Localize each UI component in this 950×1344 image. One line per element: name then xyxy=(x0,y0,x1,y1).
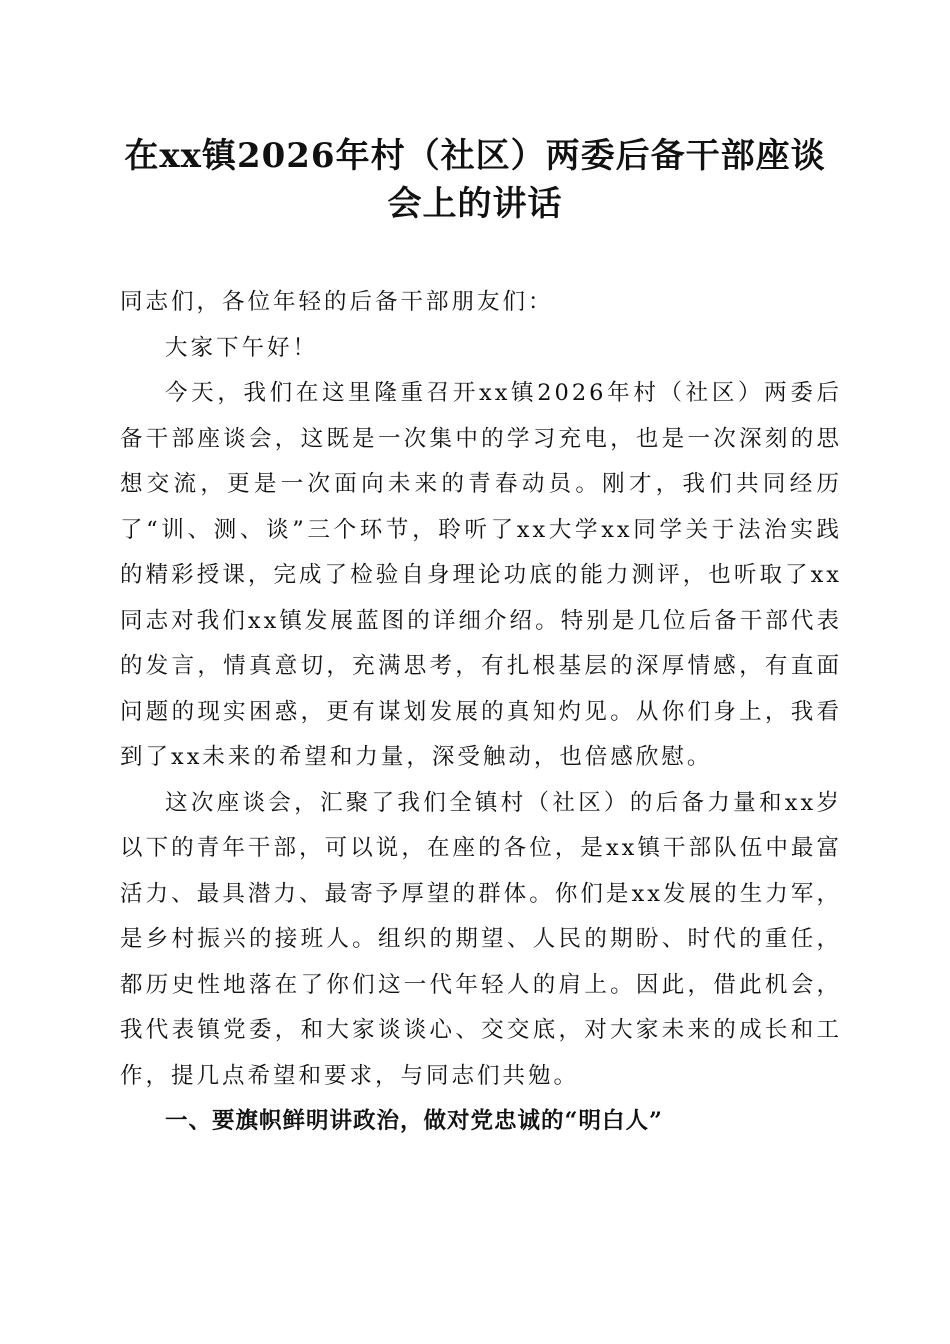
paragraph-1: 今天，我们在这里隆重召开xx镇2026年村（社区）两委后备干部座谈会，这既是一次集中的学习充电，也是一次深刻的思想交流，更是一次面向未来的青春动员。刚才，我们共同经历了“训、测、谈”三个环节，聆听了xx大学xx同学关于法治实践的精彩授课，完成了检验自身理论功底的能力测评，也听取了xx同志对我们xx镇发展蓝图的详细介绍。特别是几位后备干部代表的发言，情真意切，充满思考，有扎根基层的深厚情感，有直面问题的现实困惑，更有谋划发展的真知灼见。从你们身上，我看到了xx未来的希望和力量，深受触动，也倍感欣慰。 xyxy=(120,380,842,770)
greeting: 大家下午好！ xyxy=(165,334,319,361)
paragraph-2: 这次座谈会，汇聚了我们全镇村（社区）的后备力量和xx岁以下的青年干部，可以说，在座的各位，是xx镇干部队伍中最富活力、最具潜力、最寄予厚望的群体。你们是xx发展的生力军，是乡村振兴的接班人。组织的期望、人民的期盼、时代的重任，都历史性地落在了你们这一代年轻人的肩上。因此，借此机会，我代表镇党委，和大家谈谈心、交交底，对大家未来的成长和工作，提几点希望和要求，与同志们共勉。 xyxy=(120,789,842,1089)
section-heading-1: 一、要旗帜鲜明讲政治，做对党忠诚的“明白人” xyxy=(165,1108,663,1134)
title-line-2: 会上的讲话 xyxy=(387,184,563,224)
salutation: 同志们，各位年轻的后备干部朋友们： xyxy=(120,289,554,315)
title-line-1: 在xx镇2026年村（社区）两委后备干部座谈 xyxy=(124,136,826,176)
document-title xyxy=(95,132,855,228)
document-body xyxy=(120,280,842,1145)
